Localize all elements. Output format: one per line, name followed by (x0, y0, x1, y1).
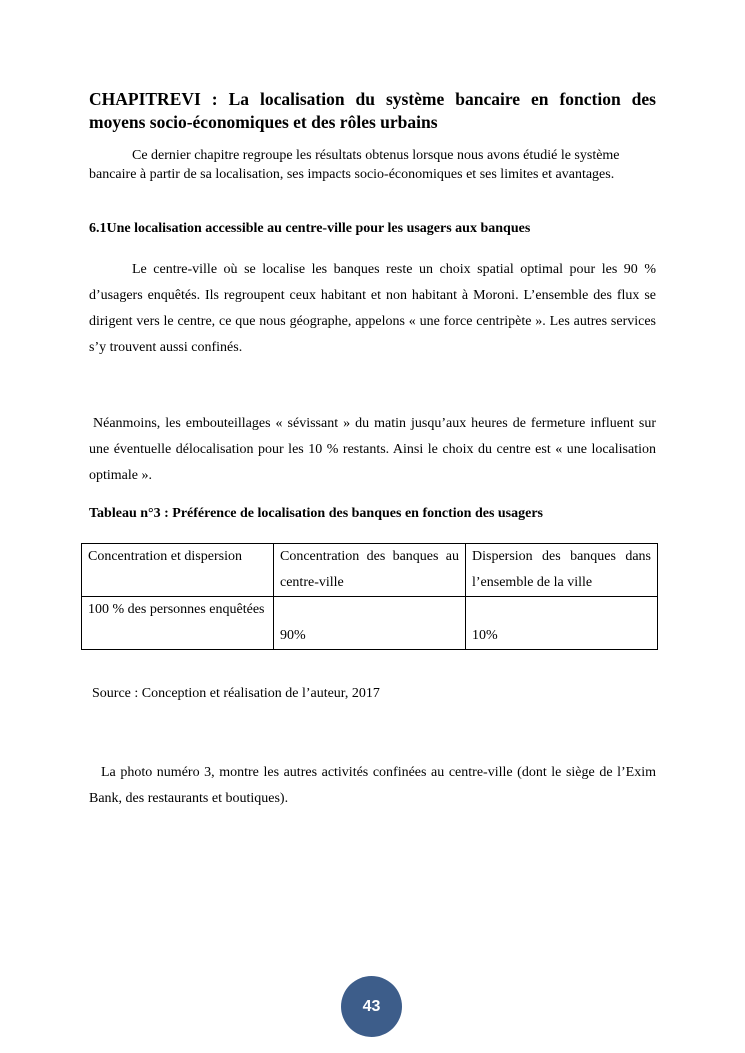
chapter-title: CHAPITREVI : La localisation du système bancaire en fonction des moyens socio-économiques et des rôles urbains (89, 89, 656, 132)
page-number-badge (341, 976, 402, 1037)
table-header-row (82, 544, 658, 597)
section-title: 6.1Une localisation accessible au centre-ville pour les usagers aux banques (89, 221, 531, 236)
table-header-cell: Dispersion des banques dans l’ensemble de la ville (466, 544, 658, 597)
table-header-cell: Concentration et dispersion (82, 544, 274, 597)
table-header-cell: Concentration des banques au centre-ville (274, 544, 466, 597)
chapter-intro: Ce dernier chapitre regroupe les résultats obtenus lorsque nous avons étudié le système bancaire à partir de sa localisation, ses impacts socio-économiques et ses limites et avantages. (89, 148, 620, 182)
paragraph-3: La photo numéro 3, montre les autres activités confinées au centre-ville (dont le siège de l’Exim Bank, des restaurants et boutiques). (89, 765, 656, 806)
paragraph-1: Le centre-ville où se localise les banques reste un choix spatial optimal pour les 90 % d’usagers enquêtés. Ils regroupent ceux habitant et non habitant à Moroni. L’ensemble des flux se dirigent vers le centre, ce que nous géographe, appelons « une force centripète ». Les autres services s’y trouvent aussi confinés. (89, 262, 656, 355)
table-cell: 10% (466, 597, 658, 650)
table-row (82, 597, 658, 650)
table-source: Source : Conception et réalisation de l’auteur, 2017 (92, 686, 380, 701)
table-caption: Tableau n°3 : Préférence de localisation des banques en fonction des usagers (89, 506, 544, 521)
preference-table (81, 543, 658, 650)
paragraph-2: Néanmoins, les embouteillages « sévissant » du matin jusqu’aux heures de fermeture influent sur une éventuelle délocalisation pour les 10 % restants. Ainsi le choix du centre est « une localisation optimale ». (89, 416, 656, 483)
page-number: 43 (362, 997, 381, 1015)
table-cell: 100 % des personnes enquêtées (82, 597, 274, 650)
table-cell: 90% (274, 597, 466, 650)
